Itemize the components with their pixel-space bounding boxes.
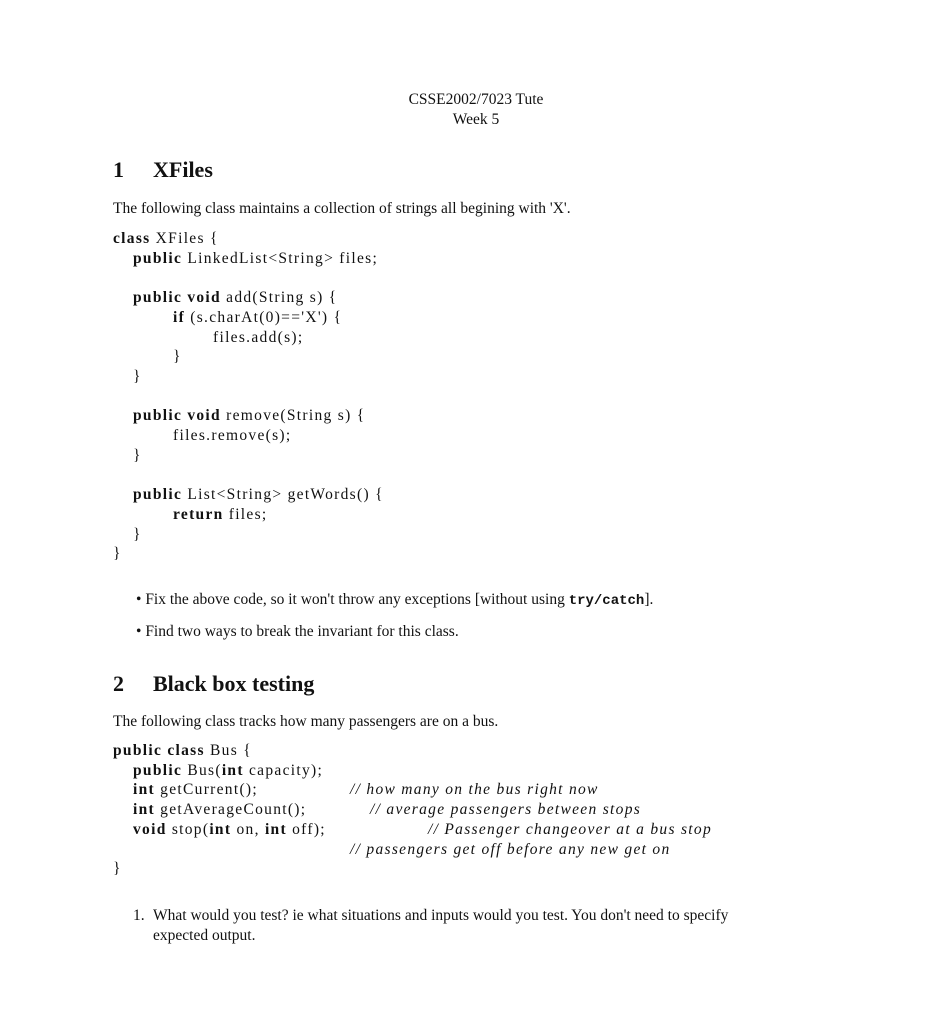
section-2-intro: The following class tracks how many passengers are on a bus. <box>113 713 499 730</box>
code-line <box>133 288 337 308</box>
section-2-heading <box>113 671 314 697</box>
code-comment: // average passengers between stops <box>370 801 642 819</box>
code-keyword: int <box>264 820 287 838</box>
bullet-item: • Fix the above code, so it won't throw any exceptions [without using try/catch]. <box>136 591 654 609</box>
code-text: } <box>113 860 122 878</box>
code-text: (s.charAt(0)=='X') { <box>185 308 343 326</box>
question-item <box>133 907 729 944</box>
code-line <box>133 446 142 466</box>
code-text: } <box>133 446 142 464</box>
code-text: } <box>133 367 142 385</box>
code-line <box>173 308 342 328</box>
code-text: } <box>173 348 182 366</box>
code-line <box>213 328 304 348</box>
code-line <box>173 347 182 367</box>
code-keyword: public class <box>113 742 205 759</box>
code-keyword: public void <box>133 289 221 307</box>
code-text: } <box>133 525 142 543</box>
code-text: List<String> getWords() { <box>182 486 384 504</box>
bullet-text: Find two ways to break the invariant for this class. <box>145 623 459 640</box>
code-keyword: int <box>209 820 232 838</box>
question-text-cont: expected output. <box>153 927 256 944</box>
section-title: XFiles <box>153 157 213 182</box>
code-line <box>133 485 384 505</box>
code-line <box>133 800 642 820</box>
question-text: What would you test? ie what situations and inputs would you test. You don't need to specify <box>153 907 729 924</box>
code-keyword: public <box>133 249 183 267</box>
code-line <box>173 426 292 446</box>
section-1-intro: The following class maintains a collection of strings all begining with 'X'. <box>113 200 571 217</box>
code-keyword: public <box>133 486 183 504</box>
section-1-heading <box>113 157 213 183</box>
code-line <box>113 544 122 564</box>
code-text: Bus { <box>204 742 252 759</box>
code-comment: // passengers get off before any new get on <box>350 840 671 858</box>
code-keyword: int <box>133 801 155 819</box>
section-number: 2 <box>113 671 124 696</box>
code-text: LinkedList<String> files; <box>182 249 379 267</box>
code-keyword: public void <box>133 407 221 425</box>
code-text: Bus( <box>182 761 222 779</box>
code-line <box>133 820 713 840</box>
code-line <box>133 367 142 387</box>
code-text: getAverageCount(); <box>155 801 307 819</box>
code-line <box>113 741 252 761</box>
code-keyword: if <box>173 308 186 326</box>
code-line <box>133 525 142 545</box>
code-text: capacity); <box>243 761 324 779</box>
bullet-text: Fix the above code, so it won't throw any exceptions [without using <box>145 591 569 608</box>
code-keyword: void <box>133 820 167 838</box>
bullet-text: ]. <box>644 591 654 608</box>
code-text: files.add(s); <box>213 328 304 346</box>
code-text: add(String s) { <box>220 289 338 307</box>
code-text: remove(String s) { <box>220 407 366 425</box>
code-text: XFiles { <box>150 230 219 247</box>
code-comment: // how many on the bus right now <box>350 781 599 799</box>
inline-code: try/catch <box>568 593 645 609</box>
question-number: 1. <box>133 907 145 924</box>
bullet-item: • Find two ways to break the invariant for this class. <box>136 623 459 640</box>
code-line <box>173 505 268 525</box>
code-keyword: class <box>113 230 151 247</box>
code-text: off); <box>286 820 326 838</box>
document-title: CSSE2002/7023 Tute <box>408 91 544 108</box>
code-keyword: int <box>221 761 244 779</box>
code-line <box>133 406 365 426</box>
code-line <box>133 761 323 781</box>
code-text: files; <box>223 505 268 523</box>
code-text: } <box>113 545 122 563</box>
code-keyword: return <box>173 505 224 523</box>
code-line <box>133 249 378 269</box>
code-text: files.remove(s); <box>173 427 292 444</box>
code-text: getCurrent(); <box>155 781 258 799</box>
code-keyword: public <box>133 761 183 779</box>
section-number: 1 <box>113 157 124 182</box>
code-text: stop( <box>166 820 210 838</box>
document-subtitle: Week 5 <box>452 111 500 128</box>
code-line <box>133 780 599 800</box>
code-line <box>113 859 122 879</box>
code-comment: // Passenger changeover at a bus stop <box>428 820 713 838</box>
section-title: Black box testing <box>153 671 315 696</box>
code-keyword: int <box>133 781 155 799</box>
code-text: on, <box>231 820 265 838</box>
code-line <box>113 229 219 249</box>
